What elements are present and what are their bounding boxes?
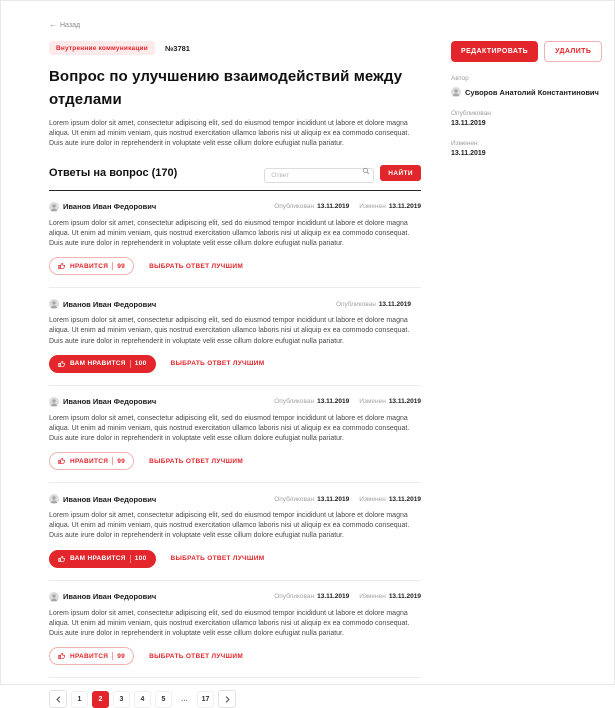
pagination-page[interactable]: 17 — [197, 691, 214, 708]
choose-best-answer-link[interactable]: ВЫБРАТЬ ОТВЕТ ЛУЧШИМ — [149, 652, 244, 660]
like-divider — [112, 652, 113, 660]
modified-label: Изменен — [451, 140, 478, 147]
pagination — [49, 690, 421, 708]
avatar — [451, 87, 461, 97]
answer-author — [49, 592, 156, 602]
answer-body: Lorem ipsum dolor sit amet, consectetur adipiscing elit, sed do eiusmod tempor incididunt ut labore et dolore magna aliqua. Ut enim ad minim veniam, quis nostrud exercitation ullamco laboris nisi ut aliquip ex ea commodo consequat. Duis aute irure dolor in reprehenderit in voluptate velit esse cillum dolore eufugiat nulla pariatur. — [49, 609, 410, 637]
find-button[interactable]: НАЙТИ — [380, 165, 421, 181]
back-link[interactable] — [49, 21, 80, 29]
answer-body: Lorem ipsum dolor sit amet, consectetur adipiscing elit, sed do eiusmod tempor incididunt ut labore et dolore magna aliqua. Ut enim ad minim veniam, quis nostrud exercitation ullamco laboris nisi ut aliquip ex ea commodo consequat. Duis aute irure dolor in reprehenderit in voluptate velit esse cillum dolore eufugiat nulla pariatur. — [49, 414, 410, 443]
modified-label: Изменен — [359, 203, 386, 211]
answer-card — [49, 288, 421, 385]
avatar — [49, 299, 59, 309]
like-divider — [112, 457, 113, 465]
answer-body: Lorem ipsum dolor sit amet, consectetur adipiscing elit, sed do eiusmod tempor incididunt ut labore et dolore magna aliqua. Ut enim ad minim veniam, quis nostrud exercitation ullamco laboris nisi ut aliquip ex ea commodo consequat. Duis aute irure dolor in reprehenderit in voluptate velit esse cillum dolore eufugiat nulla pariatur. — [49, 219, 410, 248]
published-label: Опубликован — [451, 110, 491, 117]
like-divider — [112, 262, 113, 270]
question-author — [451, 87, 603, 97]
author-name: Иванов Иван Федорович — [63, 202, 157, 212]
like-label: НРАВИТСЯ — [70, 457, 109, 465]
avatar — [49, 202, 59, 212]
published-date: 13.11.2019 — [378, 300, 411, 308]
modified-date: 13.11.2019 — [388, 203, 421, 211]
author-name: Иванов Иван Федорович — [63, 592, 157, 602]
thumb-up-icon — [58, 262, 66, 270]
search-icon — [362, 167, 370, 175]
pagination-next-button[interactable] — [218, 690, 236, 708]
answer-card — [49, 386, 421, 483]
answer-card — [49, 191, 421, 288]
like-count: 100 — [134, 555, 147, 563]
modified-label: Изменен — [359, 495, 386, 503]
published-label: Опубликован — [274, 203, 315, 211]
published-label: Опубликован — [335, 300, 376, 308]
pagination-page[interactable]: 2 — [92, 691, 109, 708]
modified-label: Изменен — [359, 398, 386, 406]
author-label: Автор — [451, 75, 469, 82]
choose-best-answer-link[interactable]: ВЫБРАТЬ ОТВЕТ ЛУЧШИМ — [170, 360, 265, 368]
like-label: ВАМ НРАВИТСЯ — [70, 555, 126, 563]
published-label: Опубликован — [274, 593, 315, 601]
author-name: Иванов Иван Федорович — [63, 299, 157, 309]
avatar — [49, 397, 59, 407]
question-meta-row — [49, 41, 421, 55]
answer-author — [49, 494, 156, 504]
like-button[interactable] — [49, 647, 134, 665]
question-body: Lorem ipsum dolor sit amet, consectetur adipiscing elit, sed do eiusmod tempor incididunt ut labore et dolore magna aliqua. Ut enim ad minim veniam, quis nostrud exercitation ullamco laboris nisi ut aliquip ex ea commodo consequat. Duis aute irure dolor in reprehenderit in voluptate velit esse cillum dolore eufugiat nulla pariatur. — [49, 119, 410, 147]
author-name: Иванов Иван Федорович — [63, 397, 157, 407]
like-count: 100 — [134, 360, 147, 368]
thumb-up-icon — [58, 360, 66, 368]
like-button[interactable] — [49, 257, 134, 275]
pagination-page[interactable]: 5 — [155, 691, 172, 708]
published-date: 13.11.2019 — [451, 120, 486, 127]
modified-date: 13.11.2019 — [388, 593, 421, 601]
answer-card — [49, 483, 421, 580]
like-count: 99 — [117, 652, 126, 660]
answer-body: Lorem ipsum dolor sit amet, consectetur adipiscing elit, sed do eiusmod tempor incididunt ut labore et dolore magna aliqua. Ut enim ad minim veniam, quis nostrud exercitation ullamco laboris nisi ut aliquip ex ea commodo consequat. Duis aute irure dolor in reprehenderit in voluptate velit esse cillum dolore eufugiat nulla pariatur. — [49, 317, 410, 345]
pagination-page[interactable]: 4 — [134, 691, 151, 708]
thumb-up-icon — [58, 555, 66, 563]
thumb-up-icon — [58, 652, 66, 660]
like-button[interactable] — [49, 355, 156, 373]
like-label: НРАВИТСЯ — [70, 652, 109, 660]
published-label: Опубликован — [274, 398, 315, 406]
choose-best-answer-link[interactable]: ВЫБРАТЬ ОТВЕТ ЛУЧШИМ — [149, 457, 244, 465]
like-count: 99 — [117, 457, 126, 465]
pagination-page[interactable]: 3 — [113, 691, 130, 708]
pagination-ellipsis: … — [176, 691, 193, 708]
like-button[interactable] — [49, 550, 156, 568]
modified-label: Изменен — [359, 593, 386, 601]
like-count: 99 — [117, 262, 126, 270]
choose-best-answer-link[interactable]: ВЫБРАТЬ ОТВЕТ ЛУЧШИМ — [149, 262, 244, 270]
modified-date: 13.11.2019 — [451, 150, 486, 157]
chevron-right-icon — [224, 696, 231, 703]
back-arrow-icon: ← — [49, 20, 57, 29]
answer-author — [49, 397, 156, 407]
answers-list — [49, 191, 421, 678]
like-button[interactable] — [49, 452, 134, 470]
chevron-left-icon — [55, 696, 62, 703]
answers-section-title: Ответы на вопрос (170) — [49, 167, 178, 180]
answer-card — [49, 581, 421, 678]
page-title: Вопрос по улучшению взаимодействий между отделами — [49, 68, 403, 109]
published-label: Опубликован — [274, 495, 315, 503]
answer-author — [49, 202, 156, 212]
like-divider — [130, 360, 131, 368]
published-date: 13.11.2019 — [317, 495, 350, 503]
answer-author — [49, 299, 156, 309]
answer-search-input[interactable] — [264, 168, 374, 183]
answers-header — [49, 164, 421, 191]
published-date: 13.11.2019 — [317, 593, 350, 601]
choose-best-answer-link[interactable]: ВЫБРАТЬ ОТВЕТ ЛУЧШИМ — [170, 555, 265, 563]
category-badge: Внутренние коммуникации — [49, 41, 155, 55]
published-date: 13.11.2019 — [317, 203, 350, 211]
author-name: Иванов Иван Федорович — [63, 494, 157, 504]
modified-date: 13.11.2019 — [388, 398, 421, 406]
avatar — [49, 494, 59, 504]
sidebar — [451, 41, 603, 708]
published-date: 13.11.2019 — [317, 398, 350, 406]
delete-button[interactable]: УДАЛИТЬ — [544, 41, 602, 62]
pagination-prev-button[interactable] — [49, 690, 67, 708]
modified-date: 13.11.2019 — [388, 495, 421, 503]
answer-body: Lorem ipsum dolor sit amet, consectetur adipiscing elit, sed do eiusmod tempor incididunt ut labore et dolore magna aliqua. Ut enim ad minim veniam, quis nostrud exercitation ullamco laboris nisi ut aliquip ex ea commodo consequat. Duis aute irure dolor in reprehenderit in voluptate velit esse cillum dolore eufugiat nulla pariatur. — [49, 512, 410, 540]
edit-button[interactable]: РЕДАКТИРОВАТЬ — [451, 41, 538, 62]
pagination-page[interactable]: 1 — [71, 691, 88, 708]
thumb-up-icon — [58, 457, 66, 465]
avatar — [49, 592, 59, 602]
like-label: НРАВИТСЯ — [70, 262, 109, 270]
like-label: ВАМ НРАВИТСЯ — [70, 360, 126, 368]
like-divider — [130, 555, 131, 563]
back-label: Назад — [60, 21, 81, 29]
question-number: №3781 — [164, 43, 190, 53]
author-name: Суворов Анатолий Константинович — [465, 87, 599, 97]
